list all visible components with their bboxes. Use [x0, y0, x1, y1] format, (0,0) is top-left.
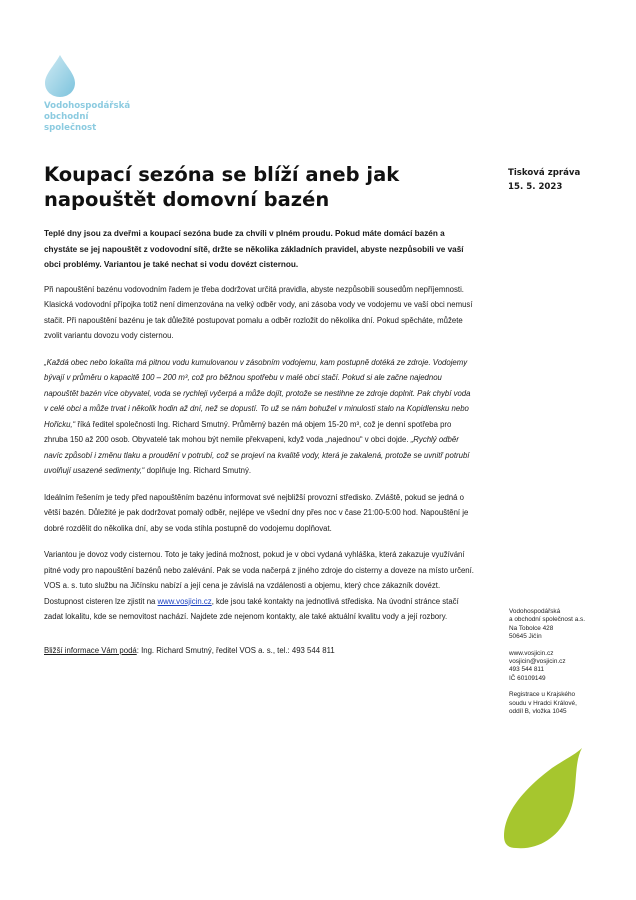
press-release-info [508, 166, 580, 194]
logo-line: společnost [44, 123, 97, 133]
page-title: Koupací sezóna se blíží aneb jak napouštět domovní bazén [44, 163, 400, 211]
release-date: 15. 5. 2023 [508, 182, 563, 192]
paragraph-text: , kde jsou také kontakty na jednotlivá střediska. Na úvodní stránce stačí zadat lokalitu, kde se nemovitost nachází. Najdete zde nejenom kontakty, ale také aktuální kvalitu vody a její rozbory. [44, 596, 459, 621]
contact-label: Bližší informace Vám podá [44, 645, 137, 655]
quote-text: „Rychlý odběr navíc způsobí i změnu tlaku a proudění v potrubí, což se projeví na kvalitě vody, která je zakalená, protože se uvnitř potrubí uvolňují usazené sedimenty,“ [44, 435, 470, 475]
address-line: 50645 Jičín [509, 633, 542, 641]
leaf-icon [502, 748, 582, 857]
paragraph: Ideálním řešením je tedy před napouštěním bazénu informovat své nejbližší provozní středisko. Zvláště, pokud se jedná o větší bazén. Důležité je pak dodržovat pomalý odběr, nejlépe ve všední dny přes noc v čase 21:00-5:00 hod. Napouštění je dobré rozdělit do několika dní, aby se voda stihla postupně do vodojemu doplňovat. [44, 492, 469, 533]
paragraph-text: říká ředitel společnosti Ing. Richard Smutný. Průměrný bazén má objem 15-20 m³, což je denní spotřeba pro zhruba 150 až 200 osob. Obyvatelé tak mohou být nemile překvapeni, když voda „najednou“ v obci dojde. [44, 419, 452, 444]
contact-info [44, 643, 476, 659]
registration-line: soudu v Hradci Králové, [509, 699, 577, 707]
quote-text: „Každá obec nebo lokalita má pitnou vodu kumulovanou v zásobním vodojemu, kam postupně dotéká ze zdroje. Vodojemy bývají v průměru o kapacitě 100 – 200 m³, což pro běžnou spotřebu v malé obci stačí. Pokud si ale začne najednou napouštět bazén více obyvatel, voda se rychleji vyčerpá a může dojít, protože se nestihne ze zdroje doplnit. Pak chybí voda v celé obci a může trvat i několik hodin až dní, než se dopustí. To už se nám bohužel v minulosti stalo na Kopidlensku nebo Hořicku,“ [44, 357, 471, 429]
company-sidebar [509, 608, 619, 724]
article-body [44, 226, 476, 669]
paragraph-cistern [44, 547, 476, 625]
paragraph-text: Variantou je dovoz vody cisternou. Toto je taky jediná možnost, pokud je v obci vydaná vyhláška, která zakazuje využívání pitné vody pro napouštění bazénů nebo zalévání. Pak se voda načerpá z jiného zdroje do cisterny a doveze na místo určení. VOS a. s. tuto službu na Jičínsku nabízí a její cena je závislá na vzdálenosti a objemu, který chce zákazník dovézt. Dostupnost cisteren lze zjistit na [44, 550, 474, 606]
company-registration [509, 691, 619, 716]
address-line: a obchodní společnost a.s. [509, 616, 586, 624]
company-address [509, 608, 619, 642]
address-line: Vodohospodářská [509, 608, 561, 615]
website-link[interactable]: www.vosjicin.cz [157, 596, 212, 606]
company-contacts [509, 650, 619, 684]
registration-line: oddíl B, vložka 1045 [509, 708, 567, 716]
doc-type: Tisková zpráva [508, 168, 581, 178]
company-logo [44, 54, 76, 103]
address-line: Na Tobolce 428 [509, 624, 554, 632]
company-id: IČ 60109149 [509, 674, 546, 682]
water-drop-icon [44, 54, 76, 98]
logo-line: Vodohospodářská [44, 101, 131, 111]
paragraph-text: doplňuje Ing. Richard Smutný. [144, 466, 252, 475]
contact-text: : Ing. Richard Smutný, ředitel VOS a. s., tel.: 493 544 811 [136, 645, 335, 655]
paragraph-quote [44, 355, 476, 479]
phone: 493 544 811 [509, 666, 545, 674]
email[interactable]: vosjicin@vosjicin.cz [509, 658, 566, 666]
paragraph: Při napouštění bazénu vodovodním řadem je třeba dodržovat určitá pravidla, abyste nezpůsobili sousedům nepříjemnosti. Klasická vodovodní přípojka totiž není dimenzována na velký odběr vody, ani zásoba vody ve vodojemu ve vaší obci nemusí stačit. Při napouštění bazénu je tak důležité postupovat pomalu a odběr rozložit do několika dní. Pokud spěcháte, můžete zvolit variantu dovozu vody cisternou. [44, 284, 473, 340]
logo-line: obchodní [44, 112, 89, 122]
registration-line: Registrace u Krajského [509, 691, 576, 699]
lead-paragraph: Teplé dny jsou za dveřmi a koupací sezóna bude za chvíli v plném proudu. Pokud máte domácí bazén a chystáte se jej napouštět z vodovodní sítě, držte se několika základních pravidel, abyste nezpůsobili ve vaší obci problémy. Variantou je také nechat si vodu dovézt cisternou. [44, 229, 464, 269]
website[interactable]: www.vosjicin.cz [509, 649, 554, 657]
company-logo-text [44, 101, 164, 134]
